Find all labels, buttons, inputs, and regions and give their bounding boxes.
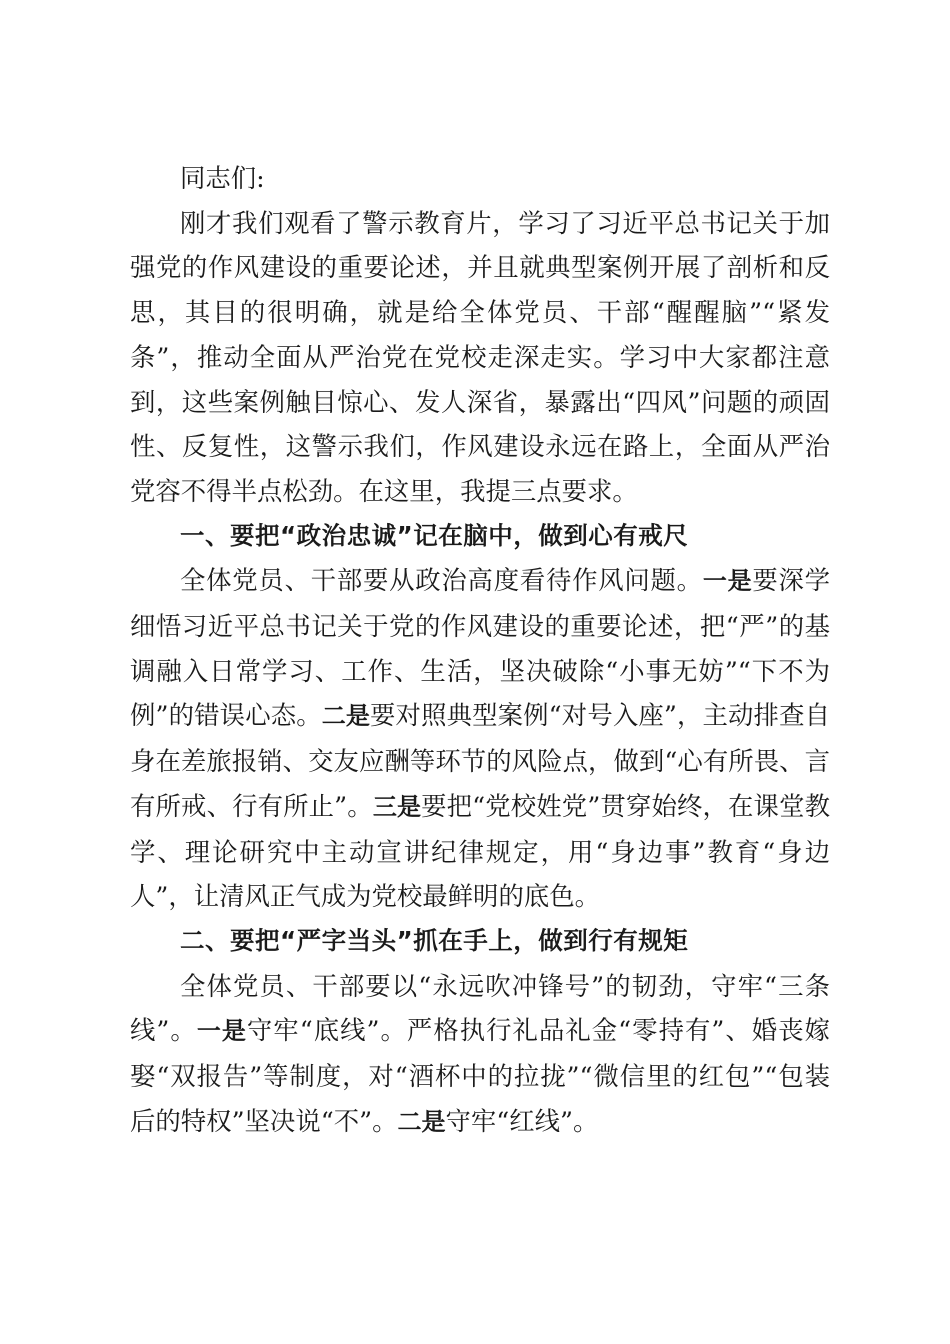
section-1-text-2: 要对照典型案例“对号入座”，主动排查自身在差旅报销、交友应酬等环节的风险点，做到“心有所畏、言有所戒、行有所止”。	[130, 700, 830, 821]
section-1-paragraph	[130, 558, 830, 919]
salutation: 同志们:	[180, 163, 265, 193]
section-2-heading: 二、要把“严字当头”抓在手上，做到行有规矩	[180, 925, 689, 955]
section-2-keyword-1: 一是	[196, 1017, 247, 1046]
section-1-keyword-1: 一是	[702, 567, 753, 596]
section-1-lead: 全体党员、干部要从政治高度看待作风问题。	[180, 565, 703, 596]
intro-paragraph: 刚才我们观看了警示教育片，学习了习近平总书记关于加强党的作风建设的重要论述，并且就典型案例开展了剖析和反思，其目的很明确，就是给全体党员、干部“醒醒脑”“紧发条”，推动全面从严治党在党校走深走实。学习中大家都注意到，这些案例触目惊心、发人深省，暴露出“四风”问题的顽固性、反复性，这警示我们，作风建设永远在路上，全面从严治党容不得半点松劲。在这里，我提三点要求。	[130, 207, 830, 506]
section-2-text-1: 守牢“底线”。严格执行礼品礼金“零持有”、婚丧嫁娶“双报告”等制度，对“酒杯中的拉拢”“微信里的红包”“包装后的特权”坚决说“不”。	[130, 1015, 831, 1136]
section-1-text-3: 要把“党校姓党”贯穿始终，在课堂教学、理论研究中主动宣讲纪律规定，用“身边事”教育“身边人”，让清风正气成为党校最鲜明的底色。	[130, 790, 830, 912]
section-2-lead: 全体党员、干部要以“永远吹冲锋号”的韧劲，守牢“三条线”。	[130, 970, 830, 1046]
document-body	[130, 156, 830, 1144]
section-2-text-2: 守牢“红线”。	[445, 1105, 599, 1136]
section-1-heading: 一、要把“政治忠诚”记在脑中，做到心有戒尺	[180, 520, 689, 550]
section-1-keyword-2: 二是	[321, 702, 371, 731]
section-1-keyword-3: 三是	[372, 792, 422, 821]
section-2-keyword-2: 二是	[397, 1107, 446, 1136]
section-1-text-1: 要深学细悟习近平总书记关于党的作风建设的重要论述，把“严”的基调融入日常学习、工作、生活，坚决破除“小事无妨”“下不为例”的错误心态。	[130, 565, 831, 731]
section-2-paragraph	[130, 964, 830, 1145]
